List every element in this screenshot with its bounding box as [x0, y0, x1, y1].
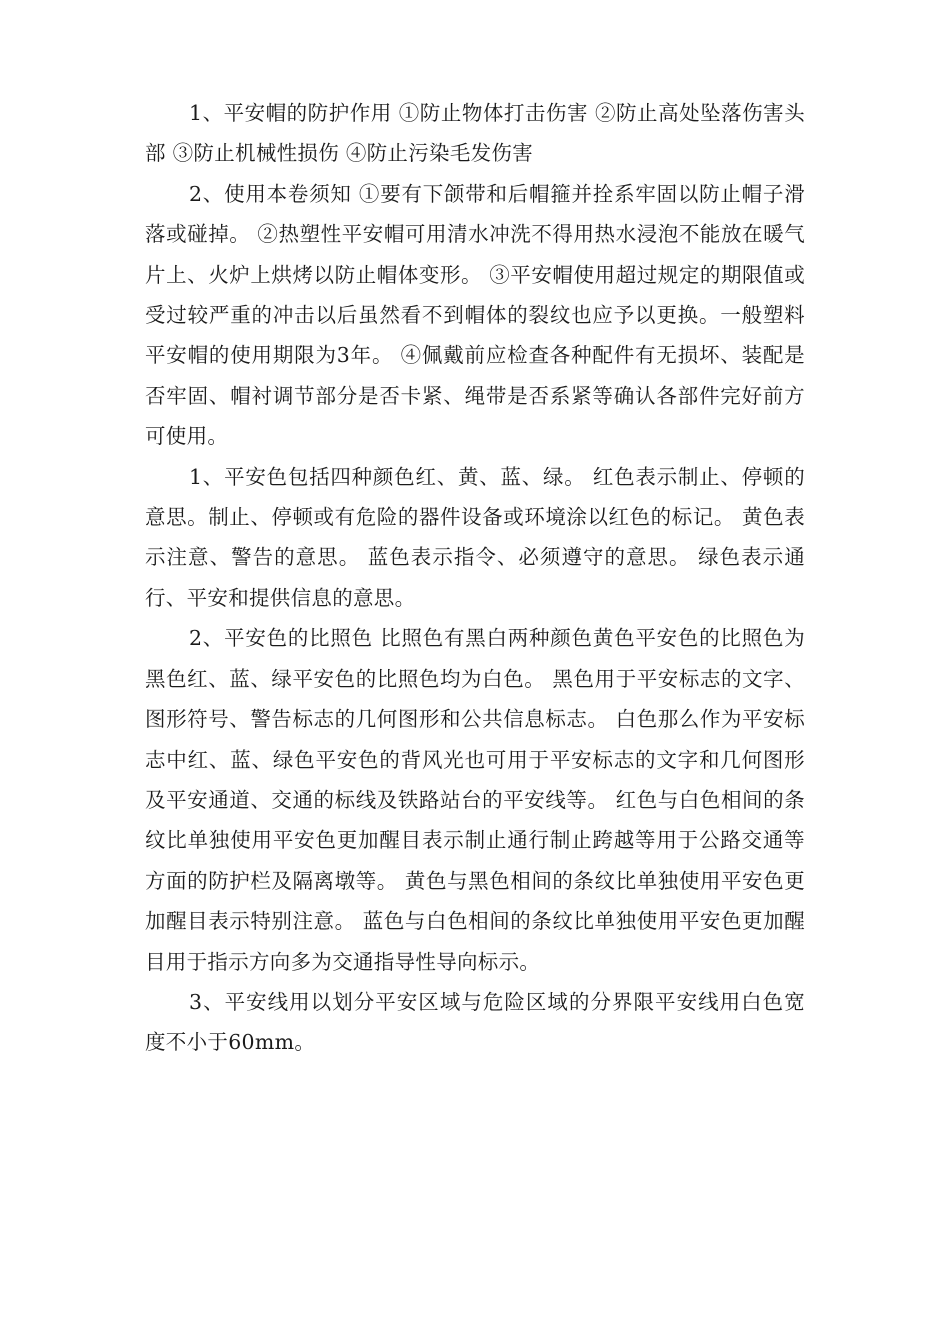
paragraph-safety-lines: 3、平安线用以划分平安区域与危险区域的分界限平安线用白色宽度不小于60mm。: [145, 989, 805, 1055]
document-body: [145, 93, 805, 1063]
paragraph-safety-colors: 1、平安色包括四种颜色红、黄、蓝、绿。 红色表示制止、停顿的意思。制止、停顿或有危险的器件设备或环境涂以红色的标记。 黄色表示注意、警告的意思。 蓝色表示指令、必须遵守的意思。 绿色表示通行、平安和提供信息的意思。: [145, 464, 805, 610]
paragraph-helmet-usage-notes: 2、使用本卷须知 ①要有下颌带和后帽箍并拴系牢固以防止帽子滑落或碰掉。 ②热塑性平安帽可用清水冲洗不得用热水浸泡不能放在暖气片上、火炉上烘烤以防止帽体变形。 ③平安帽使用超过规定的期限值或受过较严重的冲击以后虽然看不到帽体的裂纹也应予以更换。一般塑料平安帽的使用期限为3年。 ④佩戴前应检查各种配件有无损坏、装配是否牢固、帽衬调节部分是否卡紧、绳带是否系紧等确认各部件完好前方可使用。: [145, 181, 805, 449]
paragraph-helmet-protection: 1、平安帽的防护作用 ①防止物体打击伤害 ②防止高处坠落伤害头部 ③防止机械性损伤 ④防止污染毛发伤害: [145, 101, 805, 166]
paragraph-contrast-colors: 2、平安色的比照色 比照色有黑白两种颜色黄色平安色的比照色为黑色红、蓝、绿平安色的比照色均为白色。 黑色用于平安标志的文字、图形符号、警告标志的几何图形和公共信息标志。 白色那么作为平安标志中红、蓝、绿色平安色的背风光也可用于平安标志的文字和几何图形及平安通道、交通的标线及铁路站台的平安线等。 红色与白色相间的条纹比单独使用平安色更加醒目表示制止通行制止跨越等用于公路交通等方面的防护栏及隔离墩等。 黄色与黑色相间的条纹比单独使用平安色更加醒目表示特别注意。 蓝色与白色相间的条纹比单独使用平安色更加醒目用于指示方向多为交通指导性导向标示。: [145, 626, 805, 974]
